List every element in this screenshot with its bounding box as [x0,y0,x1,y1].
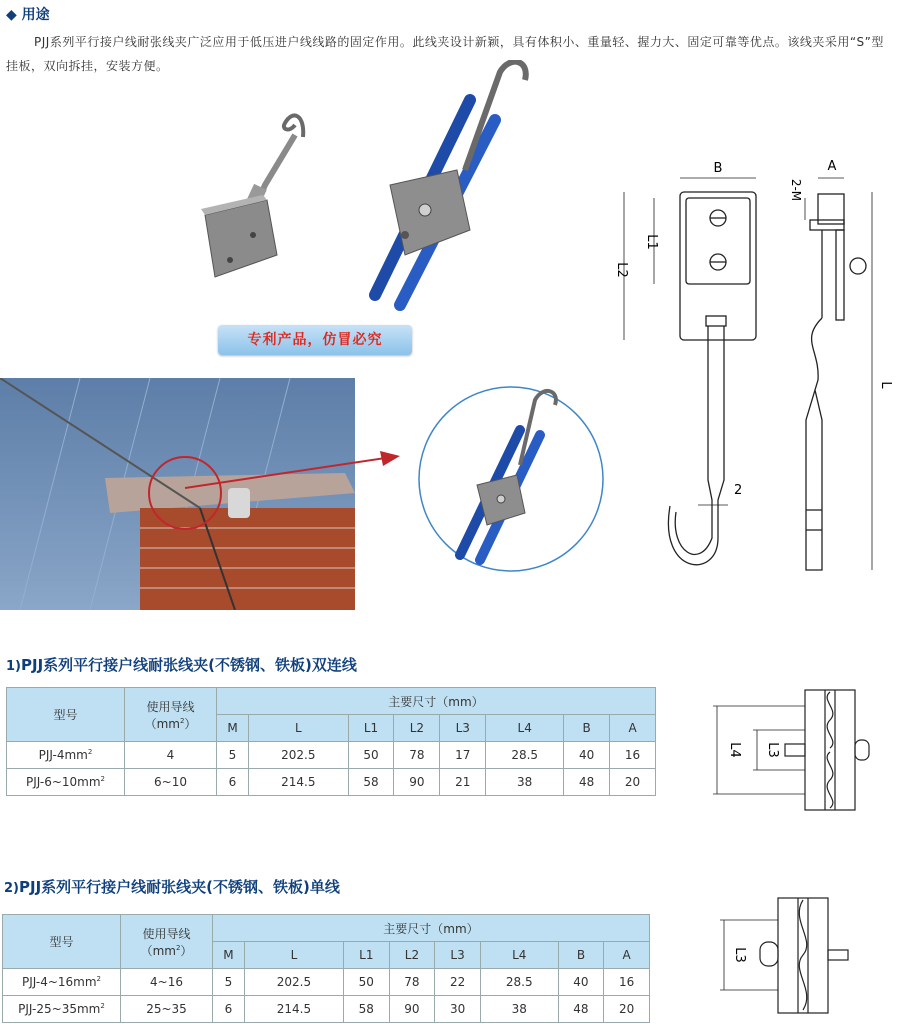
th-dim-m: M [217,715,249,742]
table2-number: 2) [4,881,19,896]
th-main-dims: 主要尺寸（mm） [217,688,656,715]
table-cell: 214.5 [244,996,343,1023]
th-dim-l1: L1 [343,942,389,969]
label-a: A [827,159,837,174]
table-row [3,969,650,996]
label-2m: 2-M [789,178,803,202]
table-row [3,996,650,1023]
clamp-photo-double [345,60,545,320]
table-cell: PJJ-$4\sim 16mm^2$ [3,969,121,996]
th-dim-l3: L3 [440,715,486,742]
table2-title-text: PJJ系列平行接户线耐张线夹(不锈钢、铁板)单线 [19,878,340,896]
table-cell: 6 [213,996,245,1023]
table1-title [6,654,357,675]
spec-table-double [6,687,656,796]
th-model: 型号 [7,688,125,742]
label-l2: L2 [614,262,629,278]
th-model: 型号 [3,915,121,969]
table-cell: 16 [604,969,650,996]
table1-number: 1) [6,659,21,674]
table-cell: 90 [394,769,440,796]
table-cell: PJJ-$4mm^2$ [7,742,125,769]
table-cell: 48 [564,769,610,796]
table-cell: 78 [389,969,435,996]
table-cell: 38 [480,996,558,1023]
table-cell: 4~16 [121,969,213,996]
patent-badge: 专利产品，仿冒必究 [218,325,412,355]
label-l1: L1 [644,234,659,250]
th-dim-b: B [558,942,604,969]
label-l3: L3 [765,742,780,758]
table-cell: 58 [343,996,389,1023]
table-cell: 38 [486,769,564,796]
label-b: B [713,161,723,176]
table-cell: 90 [389,996,435,1023]
th-dim-b: B [564,715,610,742]
table-cell: 50 [348,742,394,769]
th-main-dims: 主要尺寸（mm） [213,915,650,942]
table1-title-text: PJJ系列平行接户线耐张线夹(不锈钢、铁板)双连线 [21,656,357,674]
table-cell: 22 [435,969,481,996]
th-dim-a: A [604,942,650,969]
th-dim-a: A [610,715,656,742]
table-cell: 40 [558,969,604,996]
single-section-drawing [710,890,860,1020]
table-cell: PJJ-$6\sim 10mm^2$ [7,769,125,796]
th-dim-l1: L1 [348,715,394,742]
label-l4: L4 [727,742,742,758]
table-cell: 202.5 [248,742,348,769]
table-cell: 25~35 [121,996,213,1023]
table-cell: 17 [440,742,486,769]
table-row [7,769,656,796]
th-dim-l4: L4 [480,942,558,969]
clamp-photo-small [185,105,315,285]
zoom-detail-circle [415,385,610,575]
table-cell: 50 [343,969,389,996]
th-dim-l3: L3 [435,942,481,969]
table-cell: 40 [564,742,610,769]
th-wire: 使用导线 $(mm^2)$ [121,915,213,969]
table-cell: 202.5 [244,969,343,996]
th-wire: 使用导线 $(mm^2)$ [125,688,217,742]
double-section-drawing [705,680,875,820]
label-2: 2 [734,483,743,498]
th-dim-l2: L2 [394,715,440,742]
table-cell: 5 [217,742,249,769]
table-cell: 48 [558,996,604,1023]
table-cell: 5 [213,969,245,996]
spec-table-single [2,914,650,1023]
table-cell: 58 [348,769,394,796]
table-cell: 78 [394,742,440,769]
table-cell: 6 [217,769,249,796]
table-cell: 20 [610,769,656,796]
table-cell: 28.5 [486,742,564,769]
table-cell: 6~10 [125,769,217,796]
table2-title [4,876,340,897]
label-l3-single: L3 [732,947,747,963]
th-dim-l: L [244,942,343,969]
label-l: L [878,381,893,389]
table-cell: PJJ-$25\sim 35mm^2$ [3,996,121,1023]
zoom-arrow [185,448,405,498]
th-dim-l2: L2 [389,942,435,969]
usage-description: PJJ系列平行接户线耐张线夹广泛应用于低压进户线线路的固定作用。此线夹设计新颖，具有体积小、重量轻、握力大、固定可靠等优点。该线夹采用“S”型挂板，双向拆挂，安装方便。 [6,35,884,73]
table-cell: 214.5 [248,769,348,796]
th-dim-m: M [213,942,245,969]
th-dim-l: L [248,715,348,742]
table-cell: 30 [435,996,481,1023]
table-cell: 20 [604,996,650,1023]
table-cell: 21 [440,769,486,796]
table-row [7,742,656,769]
table-cell: 28.5 [480,969,558,996]
th-dim-l4: L4 [486,715,564,742]
table-cell: 4 [125,742,217,769]
dimension-drawing [610,150,900,580]
table-cell: 16 [610,742,656,769]
usage-heading: ◆ 用途 [6,7,50,23]
